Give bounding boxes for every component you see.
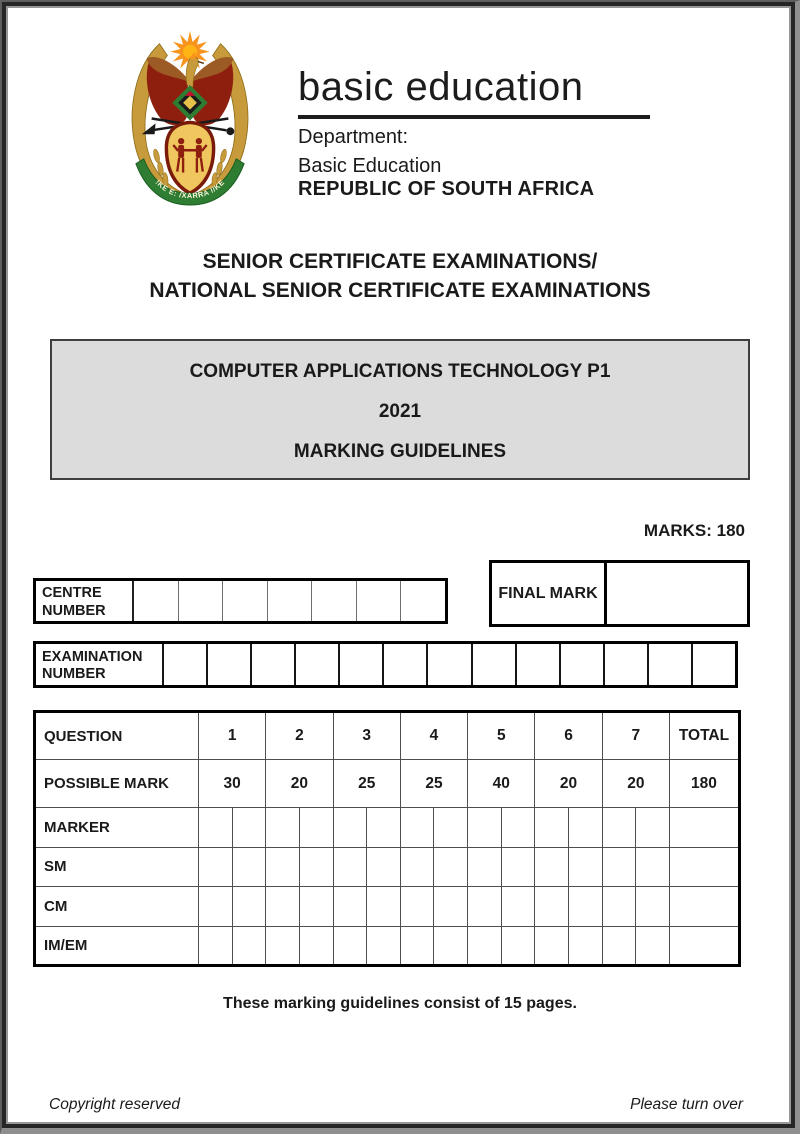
possible-mark-q3: 25 bbox=[333, 760, 400, 808]
centre-number-cell bbox=[267, 581, 312, 621]
possible-mark-q7: 20 bbox=[602, 760, 669, 808]
possible-mark-total: 180 bbox=[669, 760, 739, 808]
exam-heading-line1: SENIOR CERTIFICATE EXAMINATIONS/ bbox=[202, 250, 598, 273]
examination-number-cell bbox=[559, 644, 603, 685]
mark-entry-cell bbox=[367, 926, 401, 966]
centre-number-box bbox=[33, 578, 448, 624]
exam-year: 2021 bbox=[378, 401, 422, 422]
mark-entry-cell bbox=[299, 926, 333, 966]
question-number-2: 2 bbox=[266, 712, 333, 760]
mark-entry-cell bbox=[266, 808, 300, 848]
mark-entry-cell bbox=[400, 808, 434, 848]
mark-entry-cell bbox=[636, 808, 670, 848]
question-number-6: 6 bbox=[535, 712, 602, 760]
final-mark-entry-cell bbox=[607, 563, 747, 624]
mark-entry-cell bbox=[299, 808, 333, 848]
imem-row-label: IM/EM bbox=[35, 926, 199, 966]
mark-grid-table bbox=[33, 710, 741, 967]
centre-number-cell bbox=[222, 581, 267, 621]
mark-entry-cell bbox=[501, 887, 535, 927]
mark-entry-cell bbox=[569, 808, 603, 848]
document-type: MARKING GUIDELINES bbox=[293, 441, 507, 462]
question-number-3: 3 bbox=[333, 712, 400, 760]
mark-entry-cell bbox=[434, 887, 468, 927]
sm-row-label: SM bbox=[35, 847, 199, 887]
mark-entry-cell bbox=[535, 847, 569, 887]
mark-entry-cell bbox=[266, 926, 300, 966]
question-number-5: 5 bbox=[468, 712, 535, 760]
mark-entry-cell bbox=[299, 847, 333, 887]
mark-entry-total-cell bbox=[669, 926, 739, 966]
south-africa-coat-of-arms-icon bbox=[116, 26, 264, 208]
department-name: Basic Education bbox=[298, 155, 442, 177]
mark-entry-cell bbox=[535, 926, 569, 966]
cm-row-label: CM bbox=[35, 887, 199, 927]
mark-entry-cell bbox=[400, 926, 434, 966]
mark-entry-cell bbox=[501, 808, 535, 848]
final-mark-box bbox=[489, 560, 750, 627]
examination-number-cell bbox=[162, 644, 206, 685]
mark-entry-cell bbox=[232, 887, 266, 927]
mark-entry-cell bbox=[400, 847, 434, 887]
examination-number-cell bbox=[603, 644, 647, 685]
examination-number-cell bbox=[206, 644, 250, 685]
turn-over-note: Please turn over bbox=[630, 1096, 743, 1113]
mark-entry-cell bbox=[299, 887, 333, 927]
mark-entry-cell bbox=[434, 847, 468, 887]
exam-heading bbox=[0, 247, 800, 305]
mark-entry-cell bbox=[636, 887, 670, 927]
mark-entry-cell bbox=[434, 808, 468, 848]
centre-number-cells bbox=[132, 581, 445, 621]
mark-entry-total-cell bbox=[669, 887, 739, 927]
examination-number-cell bbox=[250, 644, 294, 685]
mark-entry-cell bbox=[199, 887, 233, 927]
centre-number-cell bbox=[356, 581, 401, 621]
mark-entry-cell bbox=[199, 808, 233, 848]
mark-entry-cell bbox=[367, 808, 401, 848]
coat-of-arms-motto: !KE E: /XARRA //KE bbox=[153, 177, 227, 201]
wordmark-underline bbox=[298, 115, 650, 119]
subject-title: COMPUTER APPLICATIONS TECHNOLOGY P1 bbox=[189, 361, 611, 382]
mark-entry-cell bbox=[535, 808, 569, 848]
mark-entry-cell bbox=[636, 926, 670, 966]
mark-entry-cell bbox=[266, 887, 300, 927]
total-column-header: TOTAL bbox=[669, 712, 739, 760]
examination-number-cell bbox=[294, 644, 338, 685]
mark-entry-cell bbox=[569, 887, 603, 927]
possible-mark-row-label: POSSIBLE MARK bbox=[35, 760, 199, 808]
possible-mark-q6: 20 bbox=[535, 760, 602, 808]
mark-entry-cell bbox=[602, 847, 636, 887]
question-number-1: 1 bbox=[199, 712, 266, 760]
mark-entry-cell bbox=[602, 926, 636, 966]
mark-entry-cell bbox=[602, 887, 636, 927]
department-line: Department: bbox=[298, 125, 409, 148]
examination-number-cell bbox=[382, 644, 426, 685]
republic-line: REPUBLIC OF SOUTH AFRICA bbox=[298, 177, 595, 200]
possible-mark-q1: 30 bbox=[199, 760, 266, 808]
pages-note: These marking guidelines consist of 15 pages. bbox=[223, 995, 577, 1012]
mark-entry-cell bbox=[535, 887, 569, 927]
mark-entry-cell bbox=[232, 808, 266, 848]
mark-entry-cell bbox=[468, 847, 502, 887]
examination-number-box bbox=[33, 641, 738, 688]
mark-entry-cell bbox=[400, 887, 434, 927]
wordmark-basic-education: basic education bbox=[298, 65, 584, 109]
mark-entry-cell bbox=[434, 926, 468, 966]
mark-entry-cell bbox=[367, 887, 401, 927]
department-wordmark-block bbox=[298, 64, 658, 201]
copyright-note: Copyright reserved bbox=[49, 1096, 180, 1113]
mark-entry-cell bbox=[468, 926, 502, 966]
examination-number-cell bbox=[691, 644, 735, 685]
examination-number-cell bbox=[471, 644, 515, 685]
final-mark-label: FINAL MARK bbox=[492, 563, 607, 624]
examination-number-cells bbox=[162, 644, 735, 685]
mark-entry-cell bbox=[199, 847, 233, 887]
mark-entry-cell bbox=[266, 847, 300, 887]
mark-entry-cell bbox=[333, 926, 367, 966]
mark-entry-cell bbox=[468, 808, 502, 848]
mark-entry-cell bbox=[501, 847, 535, 887]
examination-number-cell bbox=[647, 644, 691, 685]
mark-entry-cell bbox=[333, 808, 367, 848]
mark-entry-cell bbox=[569, 926, 603, 966]
mark-entry-cell bbox=[569, 847, 603, 887]
mark-entry-cell bbox=[501, 926, 535, 966]
centre-number-label: CENTRE NUMBER bbox=[42, 585, 106, 619]
total-marks-label: MARKS: 180 bbox=[643, 521, 745, 540]
centre-number-cell bbox=[311, 581, 356, 621]
mark-entry-cell bbox=[199, 926, 233, 966]
mark-entry-cell bbox=[232, 847, 266, 887]
possible-mark-q5: 40 bbox=[468, 760, 535, 808]
mark-entry-cell bbox=[468, 887, 502, 927]
mark-entry-total-cell bbox=[669, 847, 739, 887]
mark-entry-cell bbox=[333, 887, 367, 927]
question-number-7: 7 bbox=[602, 712, 669, 760]
question-number-4: 4 bbox=[400, 712, 467, 760]
examination-number-cell bbox=[426, 644, 470, 685]
exam-heading-line2: NATIONAL SENIOR CERTIFICATE EXAMINATIONS bbox=[149, 279, 651, 302]
marker-row-label: MARKER bbox=[35, 808, 199, 848]
examination-number-label: EXAMINATION NUMBER bbox=[42, 648, 143, 682]
examination-number-cell bbox=[515, 644, 559, 685]
mark-entry-total-cell bbox=[669, 808, 739, 848]
mark-entry-cell bbox=[602, 808, 636, 848]
possible-mark-q2: 20 bbox=[266, 760, 333, 808]
question-row-label: QUESTION bbox=[35, 712, 199, 760]
centre-number-cell bbox=[400, 581, 445, 621]
centre-number-cell bbox=[178, 581, 223, 621]
subject-title-box bbox=[50, 339, 750, 480]
examination-number-cell bbox=[338, 644, 382, 685]
mark-entry-cell bbox=[636, 847, 670, 887]
mark-entry-cell bbox=[232, 926, 266, 966]
mark-entry-cell bbox=[367, 847, 401, 887]
centre-number-cell bbox=[132, 581, 178, 621]
mark-entry-cell bbox=[333, 847, 367, 887]
possible-mark-q4: 25 bbox=[400, 760, 467, 808]
